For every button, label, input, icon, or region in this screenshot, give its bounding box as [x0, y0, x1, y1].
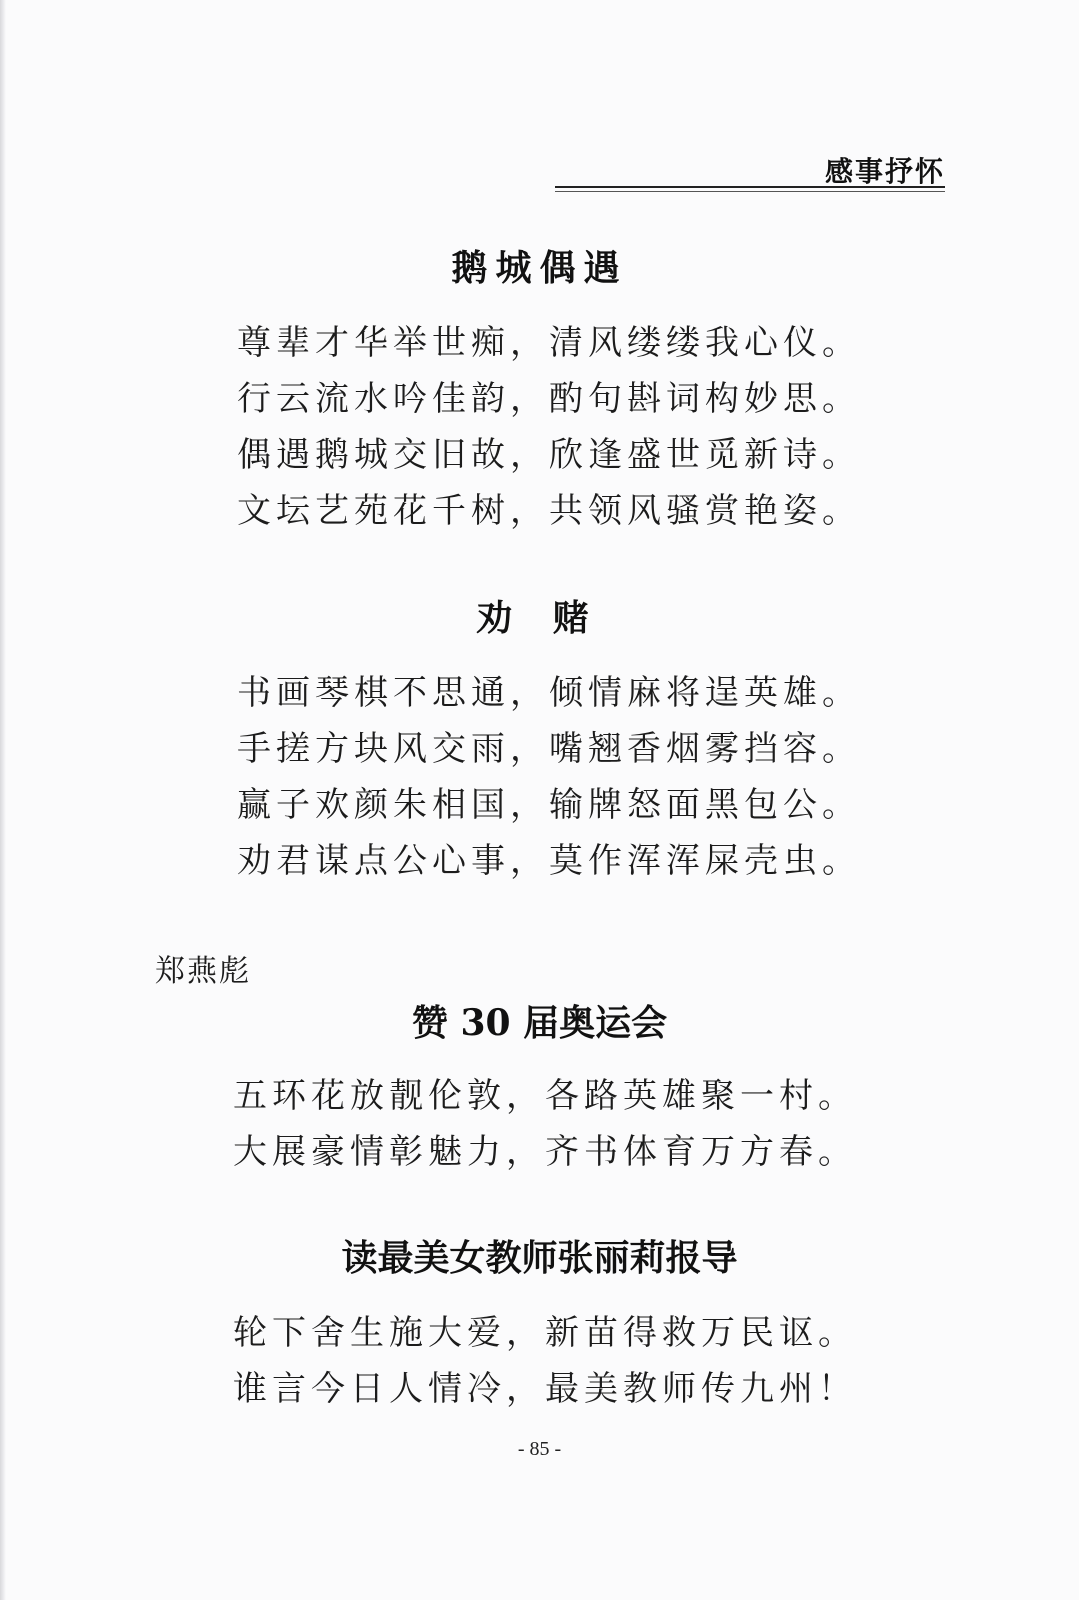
header-rule-thin	[555, 191, 945, 192]
author-name: 郑燕彪	[155, 954, 251, 989]
poem-line: 大展豪情彰魅力，齐书体育万方春。	[233, 1132, 857, 1172]
poem-title: 劝 赌	[476, 597, 603, 639]
poem-body	[237, 315, 861, 539]
poem-line: 五环花放靓伦敦，各路英雄聚一村。	[233, 1076, 857, 1116]
poem-body	[237, 665, 861, 889]
poem-title: 鹅城偶遇	[451, 247, 628, 289]
poem-line: 赢子欢颜朱相国，输牌怒面黑包公。	[237, 785, 861, 825]
poem-line: 行云流水吟佳韵，酌句斟词构妙思。	[237, 379, 861, 419]
poem-line: 轮下舍生施大爱，新苗得救万民讴。	[233, 1313, 857, 1353]
section-header: 感事抒怀	[824, 155, 945, 188]
poem-line: 手搓方块风交雨，嘴翘香烟雾挡容。	[237, 729, 861, 769]
poem-line: 书画琴棋不思通，倾情麻将逞英雄。	[237, 673, 861, 713]
poem-line: 劝君谋点公心事，莫作浑浑屎壳虫。	[237, 841, 861, 881]
poem-line: 谁言今日人情冷，最美教师传九州！	[233, 1369, 857, 1409]
header-rule	[555, 186, 945, 188]
poem-title: 读最美女教师张丽莉报导	[341, 1237, 738, 1279]
page-number: - 85 -	[517, 1438, 562, 1460]
poem-line: 尊辈才华举世痴，清风缕缕我心仪。	[237, 323, 861, 363]
poem-body	[233, 1305, 857, 1417]
poem-line: 偶遇鹅城交旧故，欣逢盛世觅新诗。	[237, 435, 861, 475]
poem-title: 赞 30 届奥运会	[411, 1002, 668, 1044]
poem-line: 文坛艺苑花千树，共领风骚赏艳姿。	[237, 491, 861, 531]
poem-body	[233, 1068, 857, 1180]
